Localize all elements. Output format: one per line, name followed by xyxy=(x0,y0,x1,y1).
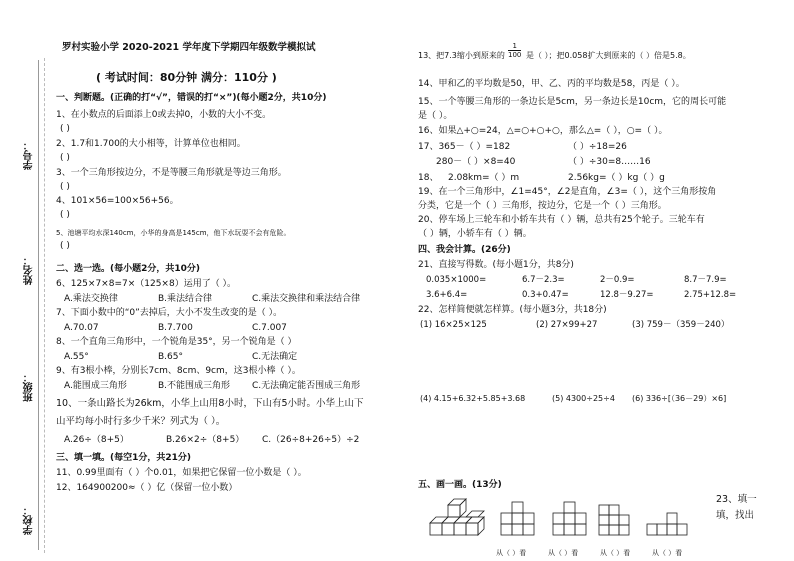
question-18-b: 2.56kg=（ ）kg（ ）g xyxy=(568,173,665,183)
question-13-part-1: 13、把7.3缩小到原来的 xyxy=(418,51,505,60)
view-grid-3 xyxy=(598,504,642,536)
q7-option-a: A.70.07 xyxy=(64,323,99,333)
school-label: 学校： xyxy=(24,505,35,535)
answer-blank-5: ( ) xyxy=(60,241,70,251)
q10-option-c: C.（26÷8+26÷5）÷2 xyxy=(262,435,360,445)
answer-blank-3: ( ) xyxy=(60,182,70,192)
question-5: 5、池塘平均水深140cm，小华的身高是145cm，他下水玩耍不会有危险。 xyxy=(56,229,291,237)
q7-option-c: C.7.007 xyxy=(252,323,287,333)
section-1-heading: 一、判断题。(正确的打“√”，错误的打“×”)(每小题2分，共10分) xyxy=(56,93,327,103)
student-name-label: 姓名： xyxy=(24,255,35,285)
question-6: 6、125×7×8=7×（125×8）运用了（ ）。 xyxy=(56,279,237,289)
section-2-heading: 二、选一选。(每小题2分，共10分) xyxy=(56,264,201,274)
student-number-label: 学号： xyxy=(24,140,35,170)
question-7: 7、下面小数中的“0”去掉后，大小不发生改变的是（ ）。 xyxy=(56,308,283,318)
question-9: 9、有3根小棒，分别长7cm、8cm、9cm，这3根小棒（ ）。 xyxy=(56,366,301,376)
question-17-d: （ ）÷30=8……16 xyxy=(568,157,651,167)
cube-stack-figure xyxy=(428,495,492,541)
answer-blank-4: ( ) xyxy=(60,210,70,220)
fraction-denominator: 100 xyxy=(508,51,522,59)
question-10-line-2: 山平均每小时行多少千米？列式为（ ）。 xyxy=(56,416,226,427)
question-13-part-2: 是（ ）；把0.058扩大到原来的（ ）倍是5.8。 xyxy=(526,51,691,60)
question-11: 11、0.99里面有（ ）个0.01，如果把它保留一位小数是（ ）。 xyxy=(56,468,307,478)
calc-2: 6.7－2.3= xyxy=(522,275,565,285)
simplify-3: (3) 759－（359－240） xyxy=(632,320,730,330)
q10-option-a: A.26÷（8+5） xyxy=(64,435,129,445)
question-8: 8、一个直角三角形中，一个锐角是35°，另一个锐角是（ ） xyxy=(56,337,297,347)
fraction xyxy=(508,42,521,59)
calc-1: 0.035×1000= xyxy=(426,275,487,285)
class-label: 班级： xyxy=(24,372,35,402)
question-20-line-1: 20、停车场上三轮车和小轿车共有（ ）辆，总共有25个轮子。三轮车有 xyxy=(418,215,705,225)
view-grid-4 xyxy=(646,512,688,536)
section-3-heading: 三、填一填。(每空1分，共21分) xyxy=(56,453,192,463)
question-12: 12、164900200≈（ ）亿（保留一位小数） xyxy=(56,483,238,493)
view-caption-1: 从（ ）看 xyxy=(496,549,527,557)
question-21: 21、直接写得数。(每小题1分，共8分) xyxy=(418,260,574,270)
question-20-line-2: （ ）辆，小轿车有（ ）辆。 xyxy=(418,229,532,239)
view-grid-1 xyxy=(500,500,536,536)
answer-blank-2: ( ) xyxy=(60,153,70,163)
q9-option-a: A.能围成三角形 xyxy=(64,381,127,391)
view-caption-2: 从（ ）看 xyxy=(548,549,579,557)
q7-option-b: B.7.700 xyxy=(158,323,193,333)
question-17-a: 17、365－（ ）=182 xyxy=(418,142,511,152)
simplify-4: (4) 4.15+6.32+5.85+3.68 xyxy=(420,394,526,403)
question-17-b: （ ）÷18=26 xyxy=(568,142,627,152)
exam-title: 罗村实验小学 2020-2021 学年度下学期四年级数学模拟试 xyxy=(62,42,316,53)
calc-7: 12.8－9.27= xyxy=(600,290,654,300)
question-1: 1、在小数点的后面添上0或去掉0，小数的大小不变。 xyxy=(56,110,272,120)
q8-option-c: C.无法确定 xyxy=(252,352,298,362)
q6-option-c: C.乘法交换律和乘法结合律 xyxy=(252,294,361,304)
question-2: 2、1.7和1.700的大小相等，计算单位也相同。 xyxy=(56,139,246,149)
section-4-heading: 四、我会计算。(26分) xyxy=(418,245,511,255)
question-23-line-1: 23、填一 xyxy=(716,494,757,505)
question-3: 3、一个三角形按边分，不是等腰三角形就是等边三角形。 xyxy=(56,168,287,178)
question-10-line-1: 10、一条山路长为26km，小华上山用8小时，下山有5小时。小华上山下 xyxy=(56,398,364,409)
q9-option-b: B.不能围成三角形 xyxy=(158,381,231,391)
fraction-numerator: 1 xyxy=(508,42,521,51)
question-19-line-2: 分类，它是一个（ ）三角形，按边分，它是一个（ ）三角形。 xyxy=(418,201,667,211)
view-caption-3: 从（ ）看 xyxy=(600,549,631,557)
answer-blank-1: ( ) xyxy=(60,124,70,134)
simplify-2: (2) 27×99+27 xyxy=(536,320,598,330)
question-17-c: 280－（ ）×8=40 xyxy=(436,157,516,167)
question-14: 14、甲和乙的平均数是50，甲、乙、丙的平均数是58，丙是（ ）。 xyxy=(418,79,685,89)
calc-6: 0.3+0.47= xyxy=(522,290,569,300)
question-18-a: 2.08km=（ ）m xyxy=(448,173,520,183)
binding-line xyxy=(38,60,39,550)
question-22: 22、怎样简便就怎样算。(每小题3分，共18分) xyxy=(418,305,607,315)
calc-3: 2－0.9= xyxy=(600,275,635,285)
cut-line xyxy=(44,58,45,553)
question-23-line-2: 填，找出 xyxy=(716,510,755,521)
simplify-6: (6) 336÷[（36－29）×6] xyxy=(632,394,727,403)
q6-option-a: A.乘法交换律 xyxy=(64,294,118,304)
question-15-line-1: 15、一个等腰三角形的一条边长是5cm，另一条边长是10cm，它的周长可能 xyxy=(418,97,727,107)
question-16: 16、如果△+○=24，△=○+○+○，那么△=（ ），○=（ ）。 xyxy=(418,126,668,136)
q6-option-b: B.乘法结合律 xyxy=(158,294,213,304)
section-5-heading: 五、画一画。(13分) xyxy=(418,480,502,490)
q10-option-b: B.26×2÷（8+5） xyxy=(166,435,245,445)
exam-subtitle: ( 考试时间：80分钟 满分：110分 ) xyxy=(96,71,277,84)
simplify-1: (1) 16×25×125 xyxy=(420,320,487,330)
q9-option-c: C.无法确定能否围成三角形 xyxy=(252,381,361,391)
calc-8: 2.75+12.8= xyxy=(684,290,737,300)
calc-5: 3.6+6.4= xyxy=(426,290,468,300)
q8-option-b: B.65° xyxy=(158,352,183,362)
question-15-line-2: 是（ ）。 xyxy=(418,111,453,121)
calc-4: 8.7－7.9= xyxy=(684,275,727,285)
view-grid-2 xyxy=(552,500,588,536)
view-caption-4: 从（ ）看 xyxy=(652,549,683,557)
question-18-label: 18、 xyxy=(418,173,439,183)
question-19-line-1: 19、在一个三角形中，∠1=45°，∠2是直角，∠3=（ ），这个三角形按角 xyxy=(418,187,717,197)
question-4: 4、101×56=100×56+56。 xyxy=(56,196,179,206)
simplify-5: (5) 4300÷25÷4 xyxy=(552,394,615,403)
q8-option-a: A.55° xyxy=(64,352,89,362)
